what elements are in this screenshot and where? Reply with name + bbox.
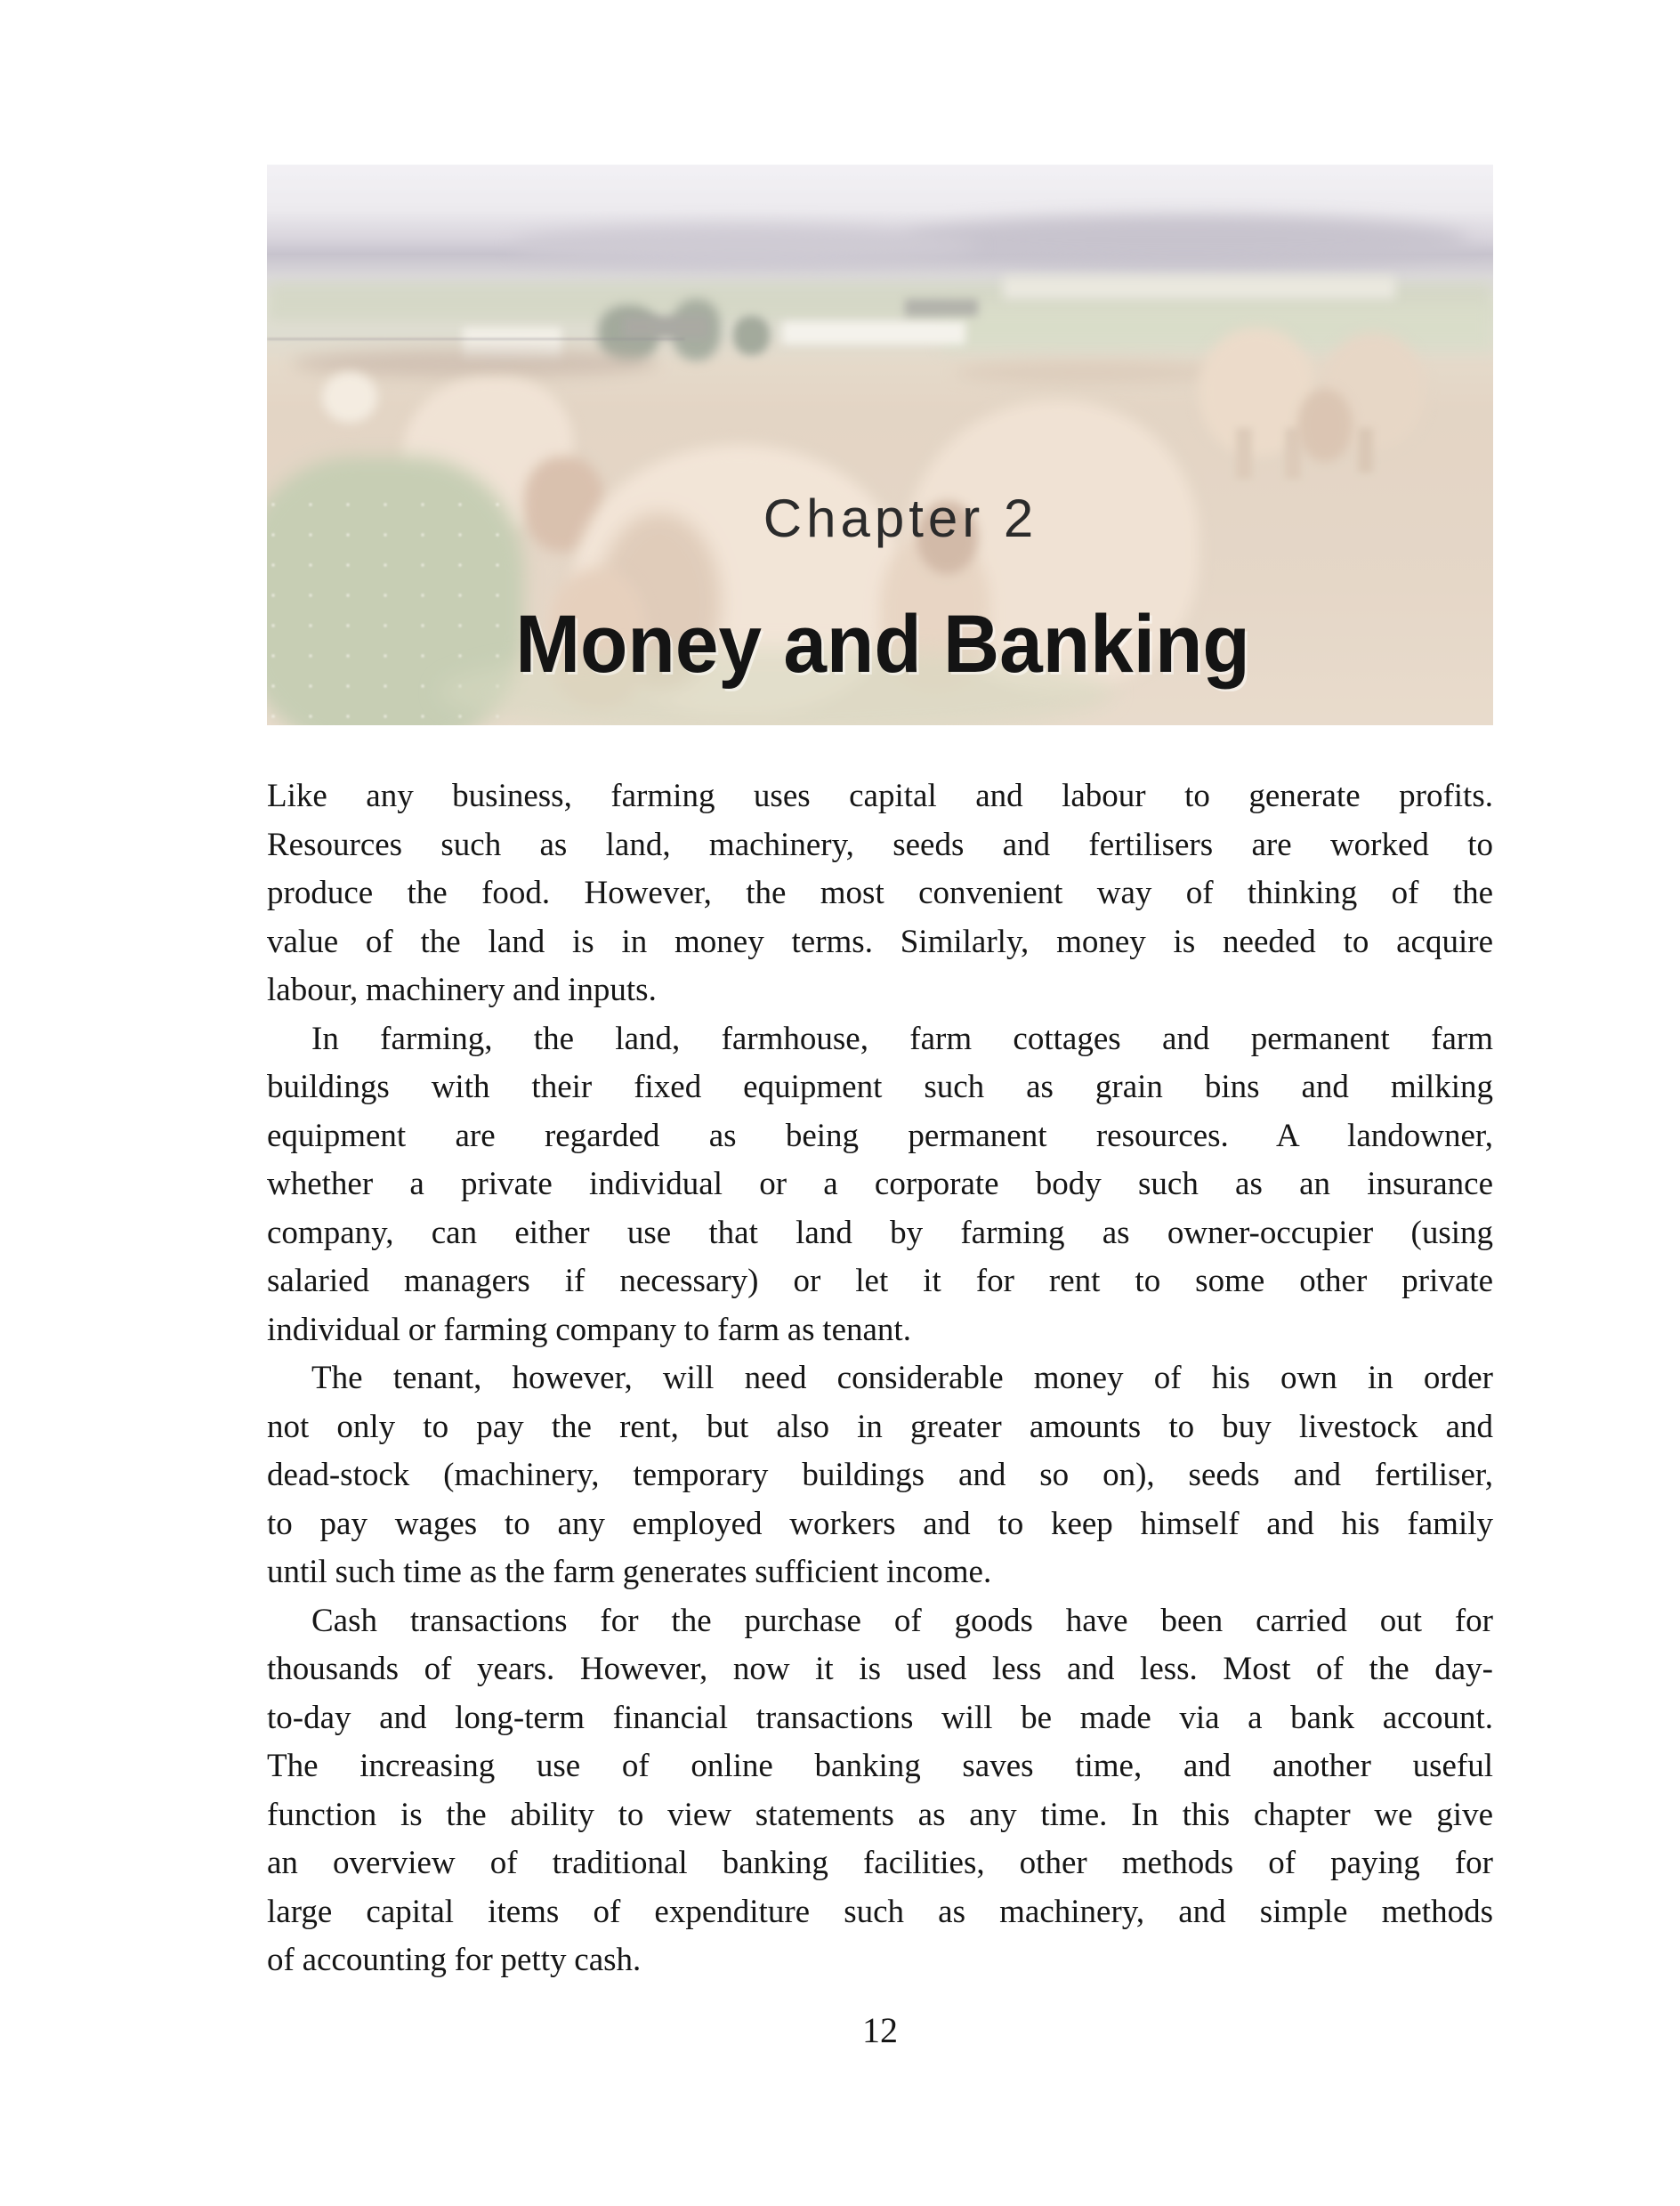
text-line: until such time as the farm generates sufficient income.	[267, 1554, 992, 1590]
body-text	[267, 772, 1493, 1985]
chapter-title: Money and Banking	[515, 599, 1250, 690]
text-line: The increasing use of online banking saves time, and another useful	[267, 1748, 1493, 1784]
body-paragraph	[267, 772, 1493, 1015]
body-paragraph	[267, 1354, 1493, 1597]
text-line: produce the food. However, the most convenient way of thinking of the	[267, 875, 1493, 911]
chapter-number-label: Chapter 2	[763, 489, 1038, 548]
text-line: function is the ability to view statements as any time. In this chapter we give	[267, 1796, 1493, 1833]
text-line: individual or farming company to farm as tenant.	[267, 1311, 911, 1348]
chapter-header-photo	[267, 165, 1493, 725]
text-line: company, can either use that land by farming as owner-occupier (using	[267, 1214, 1493, 1251]
text-line: buildings with their fixed equipment such as grain bins and milking	[267, 1069, 1493, 1105]
text-line: to-day and long-term financial transactions will be made via a bank account.	[267, 1699, 1493, 1736]
text-line: not only to pay the rent, but also in greater amounts to buy livestock and	[267, 1408, 1493, 1445]
text-line: to pay wages to any employed workers and to keep himself and his family	[267, 1505, 1493, 1542]
text-line: In farming, the land, farmhouse, farm cottages and permanent farm	[311, 1020, 1493, 1057]
text-line: Cash transactions for the purchase of goods have been carried out for	[311, 1602, 1493, 1639]
page-number: 12	[862, 2010, 898, 2050]
text-line: of accounting for petty cash.	[267, 1942, 642, 1978]
text-line: Like any business, farming uses capital and labour to generate profits.	[267, 778, 1493, 814]
text-line: salaried managers if necessary) or let it for rent to some other private	[267, 1263, 1493, 1299]
text-line: value of the land is in money terms. Similarly, money is needed to acquire	[267, 923, 1493, 960]
body-paragraph	[267, 1015, 1493, 1355]
text-line: whether a private individual or a corporate body such as an insurance	[267, 1166, 1493, 1202]
text-line: Resources such as land, machinery, seeds and fertilisers are worked to	[267, 826, 1493, 863]
text-line: equipment are regarded as being permanent resources. A landowner,	[267, 1117, 1493, 1154]
text-line: large capital items of expenditure such as machinery, and simple methods	[267, 1893, 1493, 1930]
text-line: The tenant, however, will need considerable money of his own in order	[311, 1360, 1493, 1396]
text-line: an overview of traditional banking facilities, other methods of paying for	[267, 1845, 1493, 1881]
text-line: dead-stock (machinery, temporary buildings and so on), seeds and fertiliser,	[267, 1457, 1493, 1493]
text-line: thousands of years. However, now it is used less and less. Most of the day-	[267, 1651, 1493, 1687]
text-line: labour, machinery and inputs.	[267, 972, 657, 1008]
body-paragraph	[267, 1597, 1493, 1985]
